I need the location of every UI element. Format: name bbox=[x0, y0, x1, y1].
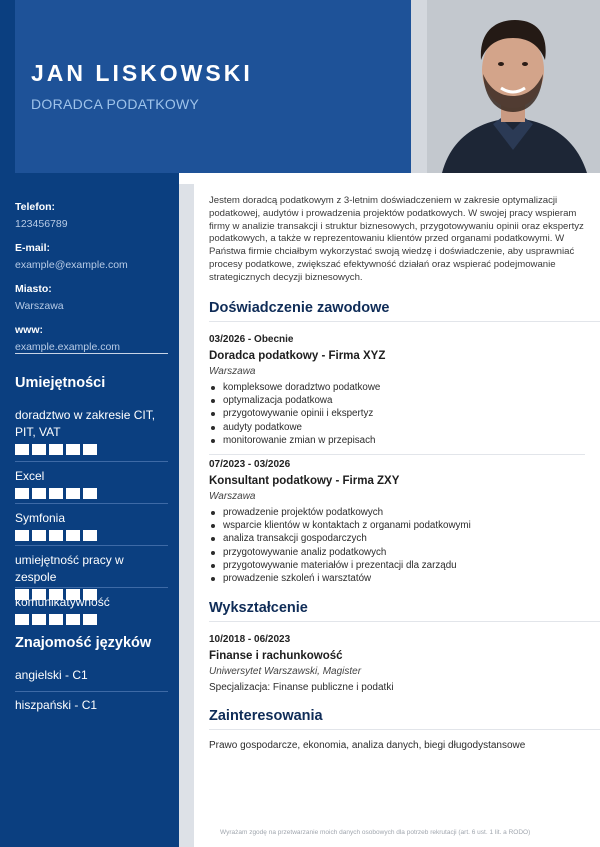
experience-date: 03/2026 - Obecnie bbox=[209, 334, 294, 345]
duty-item: prowadzenie szkoleń i warsztatów bbox=[209, 572, 589, 585]
education-rule bbox=[209, 621, 600, 622]
education-specialization: Specjalizacja: Finanse publiczne i podatki bbox=[209, 682, 394, 693]
skill-divider bbox=[15, 587, 168, 588]
profile-photo bbox=[427, 0, 600, 173]
language-item: angielski - C1 bbox=[15, 668, 88, 682]
language-divider bbox=[15, 691, 168, 692]
www-value: example.example.com bbox=[15, 341, 121, 353]
city-label: Miasto: bbox=[15, 283, 52, 295]
contact-section bbox=[15, 201, 168, 365]
experience-city: Warszawa bbox=[209, 491, 256, 502]
skill-level bbox=[15, 614, 168, 625]
skill-name: komunikatywność bbox=[15, 595, 110, 609]
experience-item bbox=[209, 334, 589, 447]
experience-date: 07/2023 - 03/2026 bbox=[209, 459, 291, 470]
skill-level bbox=[15, 488, 168, 499]
experience-title: Konsultant podatkowy - Firma ZXY bbox=[209, 475, 400, 487]
skill-name: doradztwo w zakresie CIT, PIT, VAT bbox=[15, 408, 156, 439]
candidate-role: DORADCA PODATKOWY bbox=[31, 96, 200, 112]
email-value: example@example.com bbox=[15, 259, 128, 271]
skill-name: Symfonia bbox=[15, 511, 66, 525]
duty-item: prowadzenie projektów podatkowych bbox=[209, 506, 589, 519]
duties-list bbox=[209, 506, 589, 585]
languages-heading: Znajomość języków bbox=[15, 635, 152, 651]
email-label: E-mail: bbox=[15, 242, 51, 254]
interests-text: Prawo gospodarcze, ekonomia, analiza danych, biegi długodystansowe bbox=[209, 740, 526, 751]
skill-item bbox=[15, 510, 168, 541]
profile-summary-block bbox=[209, 195, 589, 285]
phone-label: Telefon: bbox=[15, 201, 56, 213]
skill-item bbox=[15, 468, 168, 499]
skill-level bbox=[15, 530, 168, 541]
duty-item: audyty podatkowe bbox=[209, 421, 589, 434]
duty-item: przygotowywanie analiz podatkowych bbox=[209, 546, 589, 559]
divider-strip bbox=[179, 184, 194, 847]
skill-name: Excel bbox=[15, 469, 45, 483]
duty-item: optymalizacja podatkowa bbox=[209, 394, 589, 407]
experience-city: Warszawa bbox=[209, 366, 256, 377]
skill-level bbox=[15, 444, 168, 455]
duty-item: przygotowywanie materiałów i prezentacji dla zarządu bbox=[209, 559, 589, 572]
phone-value: 123456789 bbox=[15, 218, 68, 230]
duty-item: kompleksowe doradztwo podatkowe bbox=[209, 381, 589, 394]
skill-name: umiejętność pracy w zespole bbox=[15, 553, 124, 584]
education-field: Finanse i rachunkowość bbox=[209, 650, 343, 662]
education-item bbox=[209, 634, 589, 693]
duties-list bbox=[209, 381, 589, 447]
skills-heading: Umiejętności bbox=[15, 375, 106, 391]
skill-divider bbox=[15, 503, 168, 504]
city-value: Warszawa bbox=[15, 300, 64, 312]
skill-divider bbox=[15, 545, 168, 546]
duty-item: analiza transakcji gospodarczych bbox=[209, 532, 589, 545]
education-school: Uniwersytet Warszawski, Magister bbox=[209, 666, 362, 677]
experience-rule bbox=[209, 321, 600, 322]
candidate-name: JAN LISKOWSKI bbox=[31, 60, 253, 86]
interests-rule bbox=[209, 729, 600, 730]
experience-heading: Doświadczenie zawodowe bbox=[209, 300, 390, 316]
education-date: 10/2018 - 06/2023 bbox=[209, 634, 291, 645]
education-heading: Wykształcenie bbox=[209, 600, 308, 616]
interests-heading: Zainteresowania bbox=[209, 708, 323, 724]
duty-item: monitorowanie zmian w przepisach bbox=[209, 434, 589, 447]
www-label: www: bbox=[15, 324, 43, 336]
duty-item: przygotowywanie opinii i ekspertyz bbox=[209, 407, 589, 420]
gdpr-consent: Wyrażam zgodę na przetwarzanie moich danych osobowych dla potrzeb rekrutacji (art. 6 ust. 1 lit. a RODO) bbox=[220, 829, 531, 836]
skill-divider bbox=[15, 461, 168, 462]
experience-title: Doradca podatkowy - Firma XYZ bbox=[209, 350, 386, 362]
experience-item-divider bbox=[209, 454, 585, 455]
skill-item bbox=[15, 407, 168, 455]
skill-item bbox=[15, 594, 168, 625]
skill-item bbox=[15, 552, 168, 600]
experience-item bbox=[209, 459, 589, 585]
duty-item: wsparcie klientów w kontaktach z organami podatkowymi bbox=[209, 519, 589, 532]
profile-summary: Jestem doradcą podatkowym z 3-letnim doświadczeniem w zakresie optymalizacji podatkowej, audytów i prowadzenia projektów podatkowych. W swojej pracy wspieram firmy w analizie transakcji i struktur biznesowych, przygotowywaniu opinii oraz ekspertyz podatkowych, a także w reprezentowaniu klientów przed organami podatkowymi. W Państwa firmie chciałbym wykorzystać swoją wiedzę i doświadczenie, aby usprawniać procesy podatkowe, zwiększać efektywność działań oraz wspierać podejmowanie strategicznych decyzji biznesowych. bbox=[209, 195, 584, 283]
language-item: hiszpański - C1 bbox=[15, 698, 98, 712]
contact-divider bbox=[15, 353, 168, 354]
